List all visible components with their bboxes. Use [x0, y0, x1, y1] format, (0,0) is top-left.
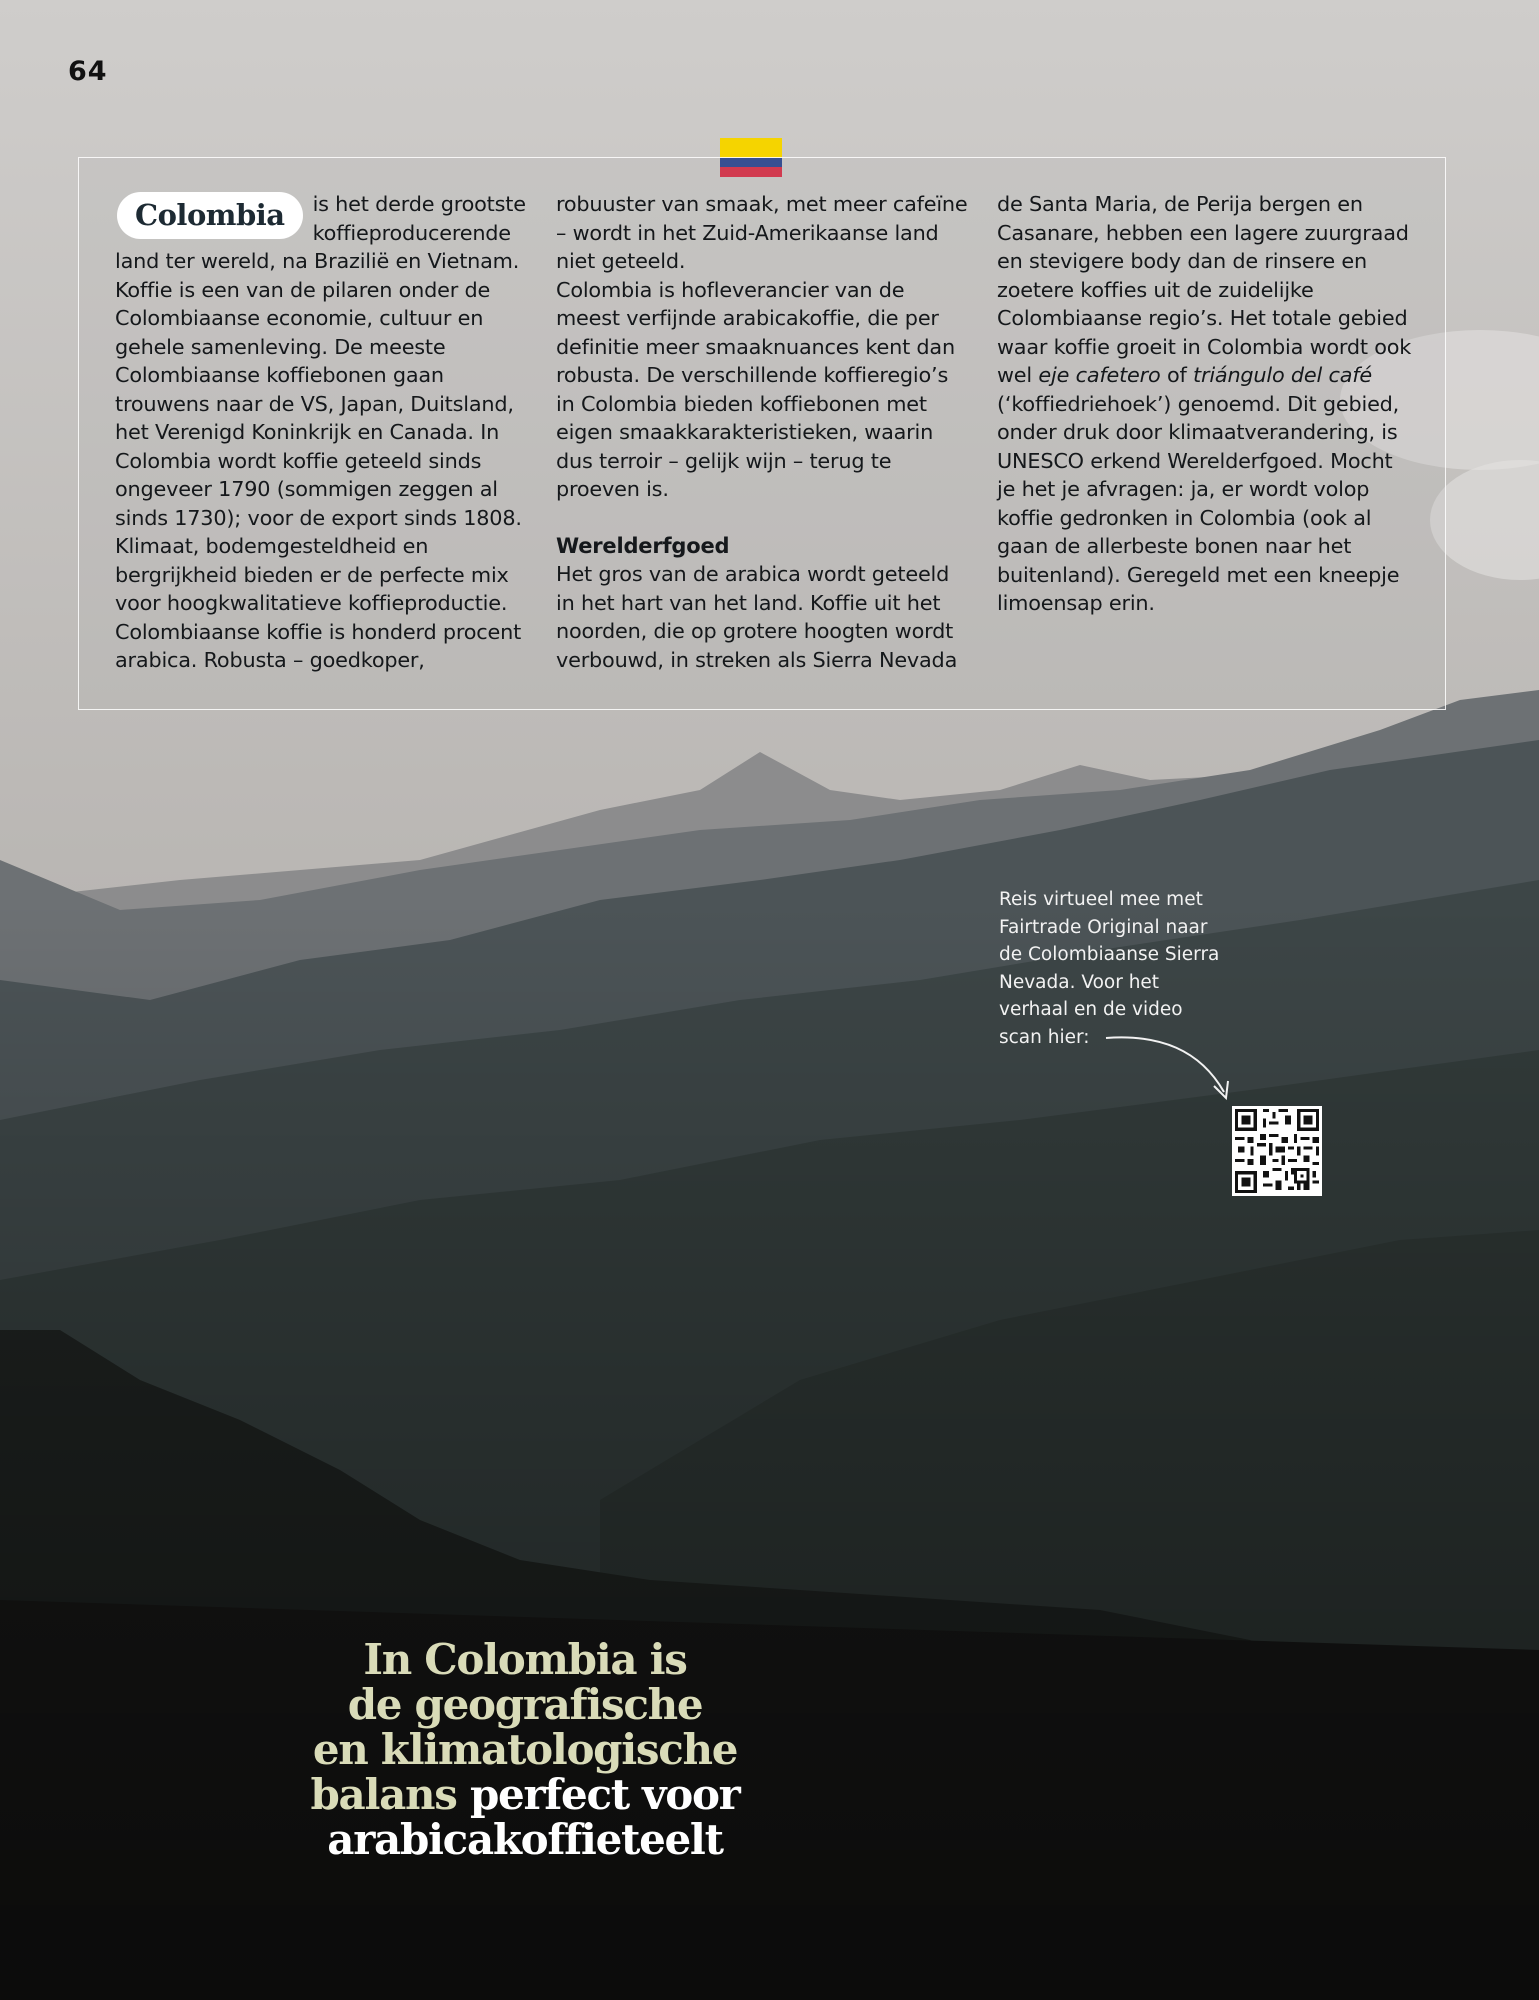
callout-line: Fairtrade Original naar — [999, 916, 1208, 938]
quote-line — [230, 1772, 820, 1817]
callout-line: verhaal en de video — [999, 999, 1183, 1020]
column-2 — [556, 190, 971, 675]
italic-term: eje cafetero — [1038, 363, 1161, 387]
quote-line: en klimatologische — [312, 1725, 738, 1774]
quote-highlight: balans — [310, 1770, 457, 1819]
callout-line: scan hier: — [999, 1026, 1090, 1048]
curved-arrow-icon — [1100, 1028, 1240, 1108]
paragraph-text: (‘koffiedriehoek’) genoemd. Dit gebied, onder druk door klimaatverandering, is UNESCO erkend Werelderfgoed. Mocht je het je afvragen: ja, er wordt volop koffie gedronken in Colombia (ook al gaan de allerbeste bonen naar het buitenland). Geregeld met een kneepje limoensap erin. — [997, 391, 1400, 615]
column-3 — [997, 190, 1412, 675]
quote-text: perfect voor — [469, 1770, 740, 1819]
quote-line: In Colombia is — [363, 1635, 687, 1684]
quote-line: de geografische — [347, 1680, 703, 1729]
conjunction: of — [1166, 363, 1187, 387]
paragraph: Colombia is hofleverancier van de meest verfijnde arabicakoffie, die per definitie meer smaaknuances kent dan robusta. De verschillende koffieregio’s in Colombia bieden koffiebonen met eigen smaakkarakteristieken, waarin dus terroir – gelijk wijn – terug te proeven is. — [556, 277, 955, 501]
paragraph: robuuster van smaak, met meer cafeïne – wordt in het Zuid-Amerikaanse land niet geteeld. — [556, 192, 968, 273]
callout-line: Reis virtueel mee met — [999, 889, 1203, 910]
article-columns — [115, 190, 1415, 675]
italic-term: triángulo del café — [1193, 363, 1372, 387]
intro-text: is het derde grootste koffieproducerende land ter wereld, na Brazilië en Vietnam. Koffie is een van de pilaren onder de Colombiaanse economie, cultuur en gehele samenleving. De meeste Colombiaanse koffiebonen gaan trouwens naar de VS, Japan, Duitsland, het Verenigd Koninkrijk en Canada. In Colombia wordt koffie geteeld sinds ongeveer 1790 (sommigen zeggen al sinds 1730); voor de export sinds 1808. Klimaat, bodemgesteldheid en bergrijkheid bieden er de perfecte mix voor hoogkwalitatieve koffieproductie. Colombiaanse koffie is honderd procent arabica. Robusta – goedkoper, — [115, 192, 526, 672]
callout-line: de Colombiaanse Sierra — [999, 944, 1220, 965]
paragraph-text: de Santa Maria, de Perija bergen en Casanare, hebben een lagere zuurgraad en stevigere body dan de rinsere en zoetere koffies uit de zuidelijke Colombiaanse regio’s. Het totale gebied waar koffie groeit in Colombia wordt ook wel — [997, 192, 1412, 387]
pull-quote — [230, 1637, 820, 1862]
qr-code-icon[interactable] — [1232, 1106, 1322, 1196]
page-number: 64 — [68, 56, 108, 87]
column-1 — [115, 190, 530, 675]
callout-line: Nevada. Voor het — [999, 971, 1160, 993]
quote-line: arabicakoffieteelt — [327, 1815, 723, 1864]
section-heading: Werelderfgoed — [556, 533, 730, 558]
country-label-pill: Colombia — [117, 192, 303, 239]
qr-callout-text — [999, 886, 1259, 1051]
paragraph: Het gros van de arabica wordt geteeld in het hart van het land. Koffie uit het noorden, die op grotere hoogten wordt verbouwd, in streken als Sierra Nevada — [556, 562, 958, 672]
